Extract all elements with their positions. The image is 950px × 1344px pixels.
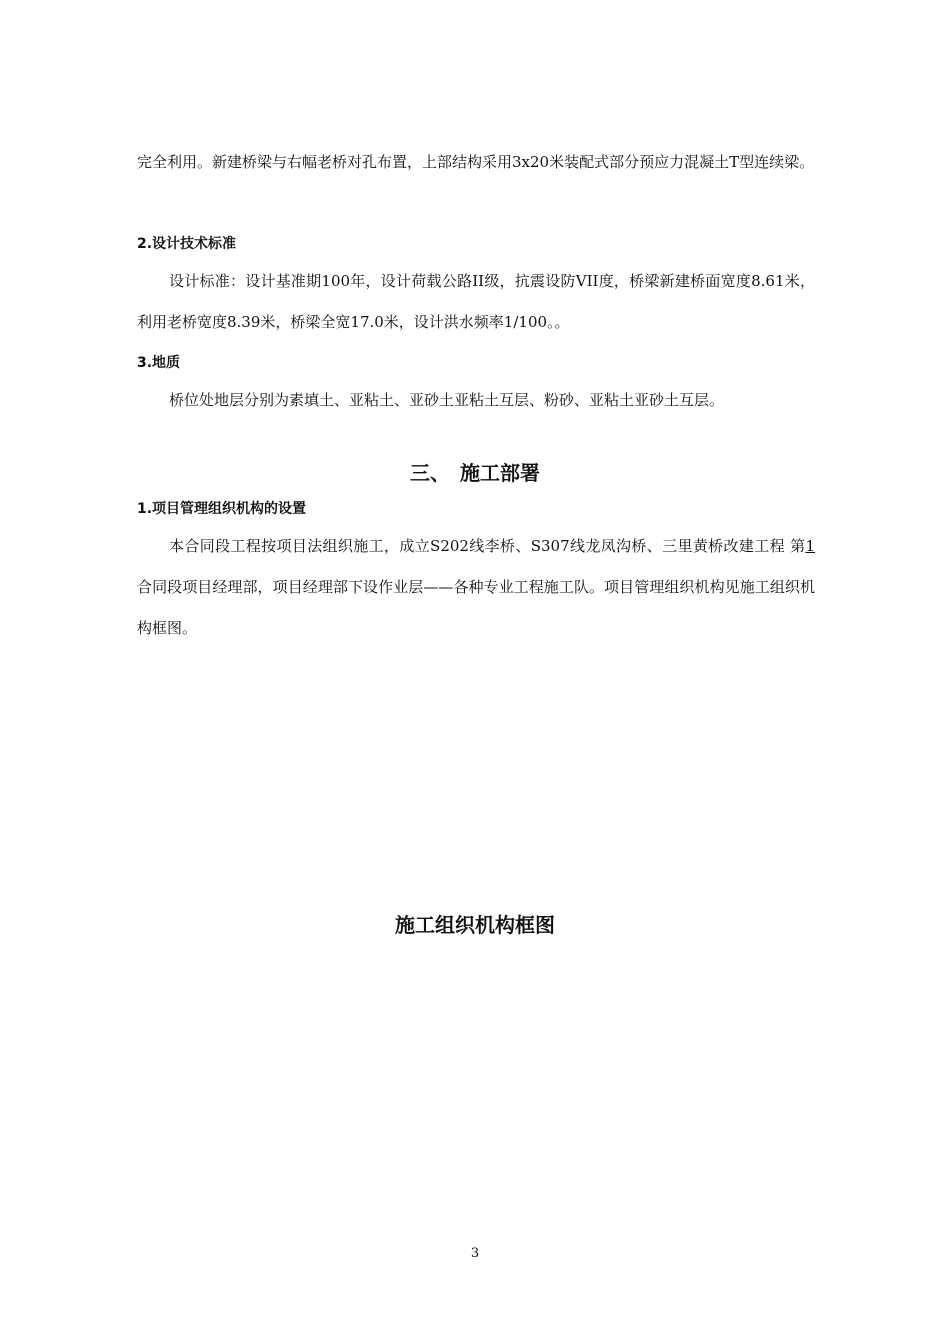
org-chart-caption: 施工组织机构框图	[395, 913, 555, 937]
paragraph-project-organization	[137, 526, 815, 649]
paragraph-design-standard: 设计标准：设计基准期100年，设计荷载公路II级，抗震设防VII度，桥梁新建桥面宽度8.61米，利用老桥宽度8.39米，桥梁全宽17.0米，设计洪水频率1/100。。	[137, 272, 815, 331]
page-number: 3	[470, 1246, 480, 1261]
contract-section-number: 1	[805, 537, 815, 555]
paragraph-bridge-layout: 完全利用。新建桥梁与右幅老桥对孔布置，上部结构采用3x20米装配式部分预应力混凝土T型连续梁。	[137, 153, 815, 171]
heading-project-organization: 1.项目管理组织机构的设置	[137, 501, 307, 517]
heading-design-standard: 2.设计技术标准	[137, 236, 237, 252]
org-text-after: 合同段项目经理部，项目经理部下设作业层——各种专业工程施工队。项目管理组织机构见施工组织机构框图。	[137, 578, 815, 637]
org-text-before: 本合同段工程按项目法组织施工，成立S202线李桥、S307线龙凤沟桥、三里黄桥改建工程 第	[169, 537, 806, 555]
section-title-construction-deployment: 三、 施工部署	[410, 461, 540, 485]
heading-geology: 3.地质	[137, 355, 181, 371]
paragraph-geology: 桥位处地层分别为素填土、亚粘土、亚砂土亚粘土互层、粉砂、亚粘土亚砂土互层。	[169, 391, 725, 409]
